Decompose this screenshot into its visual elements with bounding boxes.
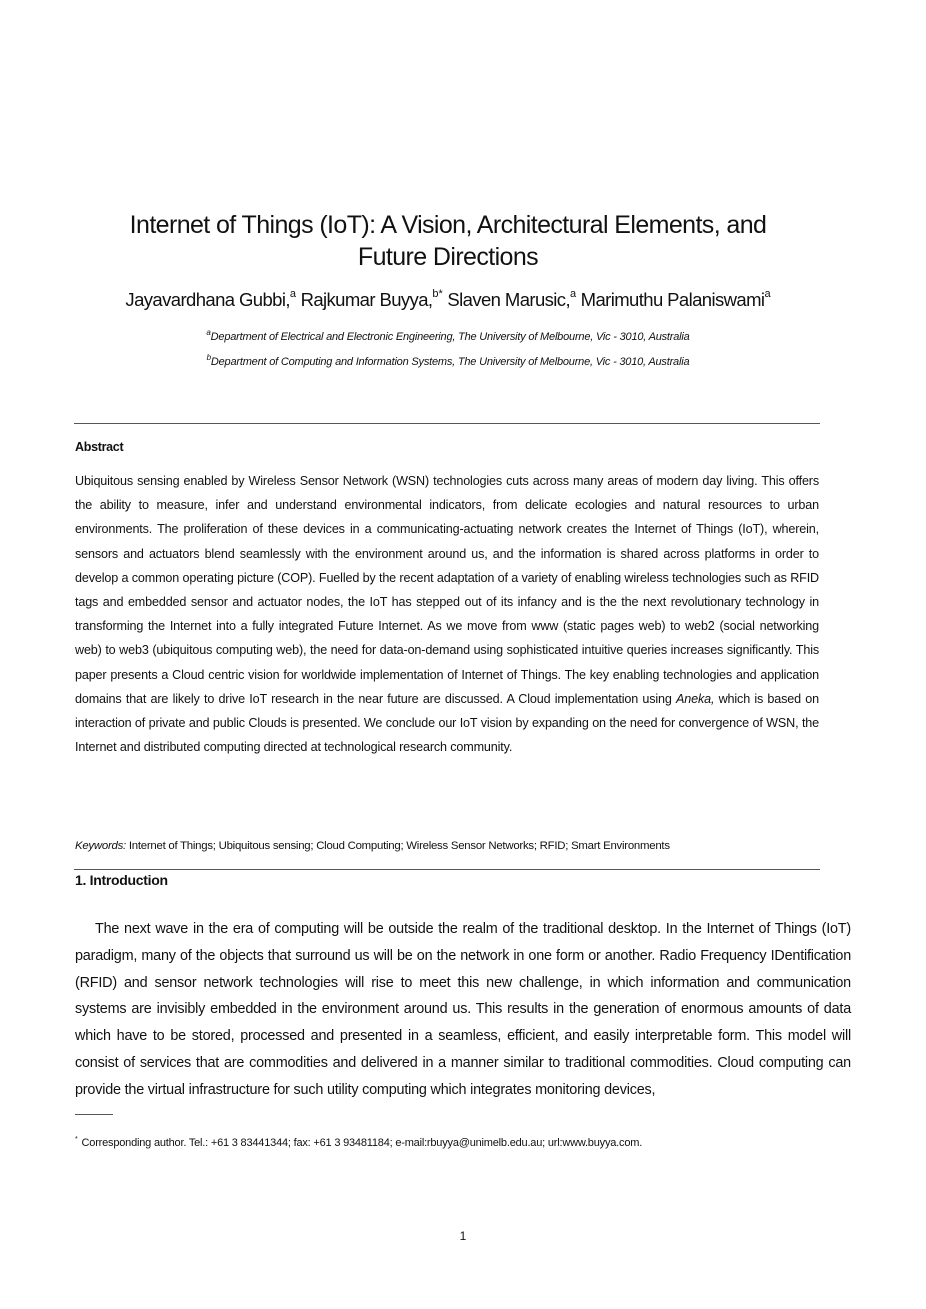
abstract-heading: Abstract	[75, 440, 124, 454]
abstract-body	[75, 469, 819, 759]
affiliation-text: Department of Computing and Information Systems, The University of Melbourne, Vic - 3010, Australia	[210, 356, 690, 368]
author-mark: a	[569, 288, 577, 300]
author-name: Marimuthu Palaniswami	[580, 289, 765, 310]
author-mark: b*	[432, 288, 443, 300]
section-heading: 1. Introduction	[75, 872, 168, 888]
abstract-top-rule	[74, 423, 820, 424]
title-line-2: Future Directions	[357, 243, 539, 271]
page-number: 1	[459, 1229, 467, 1243]
abstract-italic-term: Aneka,	[676, 691, 715, 706]
author-name: Slaven Marusic,	[447, 289, 570, 310]
affiliation-text: Department of Electrical and Electronic Engineering, The University of Melbourne, Vic - 3010, Australia	[210, 331, 690, 343]
keywords-list: Internet of Things; Ubiquitous sensing; Cloud Computing; Wireless Sensor Networks; RFID; Smart Environments	[125, 840, 670, 852]
paper-title	[60, 209, 836, 273]
abstract-text-part-2: which is based on interaction of private and public Clouds is presented. We conclude our IoT vision by expanding on the need for convergence of WSN, the Internet and distributed computing directed at technological research community.	[75, 691, 819, 755]
introduction-paragraph: The next wave in the era of computing will be outside the realm of the traditional desktop. In the Internet of Things (IoT) paradigm, many of the objects that surround us will be on the network in one form or another. Radio Frequency IDentification (RFID) and sensor network technologies will rise to meet this new challenge, in which information and communication systems are invisibly embedded in the environment around us. This results in the generation of enormous amounts of data which have to be stored, processed and presented in a seamless, efficient, and easily interpretable form. This model will consist of services that are commodities and delivered in a manner similar to traditional commodities. Cloud computing can provide the virtual infrastructure for such utility computing which integrates monitoring devices,	[75, 921, 851, 1098]
author-mark: a	[289, 288, 297, 300]
footnote	[75, 1136, 642, 1149]
affiliation-mark: b	[206, 353, 211, 362]
affiliation-b	[60, 353, 836, 368]
author-mark: a	[764, 288, 771, 300]
author-name: Jayavardhana Gubbi,	[125, 289, 290, 310]
footnote-mark: *	[75, 1136, 78, 1143]
author-list	[60, 288, 836, 311]
author-name: Rajkumar Buyya,	[300, 289, 433, 310]
footnote-rule	[75, 1114, 113, 1115]
footnote-text: Corresponding author. Tel.: +61 3 83441344; fax: +61 3 93481184; e-mail:rbuyya@unimelb.edu.au; url:www.buyya.com.	[81, 1137, 643, 1149]
keywords	[75, 840, 670, 852]
affiliation-mark: a	[206, 328, 211, 337]
abstract-text-part-1: Ubiquitous sensing enabled by Wireless Sensor Network (WSN) technologies cuts across many areas of modern day living. This offers the ability to measure, infer and understand environmental indicators, from delicate ecologies and natural resources to urban environments. The proliferation of these devices in a communicating-actuating network creates the Internet of Things (IoT), wherein, sensors and actuators blend seamlessly with the environment around us, and the information is shared across platforms in order to develop a common operating picture (COP). Fuelled by the recent adaptation of a variety of enabling wireless technologies such as RFID tags and embedded sensor and actuator nodes, the IoT has stepped out of its infancy and is the the next revolutionary technology in transforming the Internet into a fully integrated Future Internet. As we move from www (static pages web) to web2 (social networking web) to web3 (ubiquitous computing web), the need for data-on-demand using sophisticated intuitive queries increases significantly. This paper presents a Cloud centric vision for worldwide implementation of Internet of Things. The key enabling technologies and application domains that are likely to drive IoT research in the near future are discussed. A Cloud implementation using	[75, 474, 819, 706]
title-line-1: Internet of Things (IoT): A Vision, Architectural Elements, and	[129, 211, 767, 239]
keywords-bottom-rule	[74, 869, 820, 870]
keywords-label: Keywords:	[75, 840, 126, 852]
affiliation-a	[60, 328, 836, 343]
